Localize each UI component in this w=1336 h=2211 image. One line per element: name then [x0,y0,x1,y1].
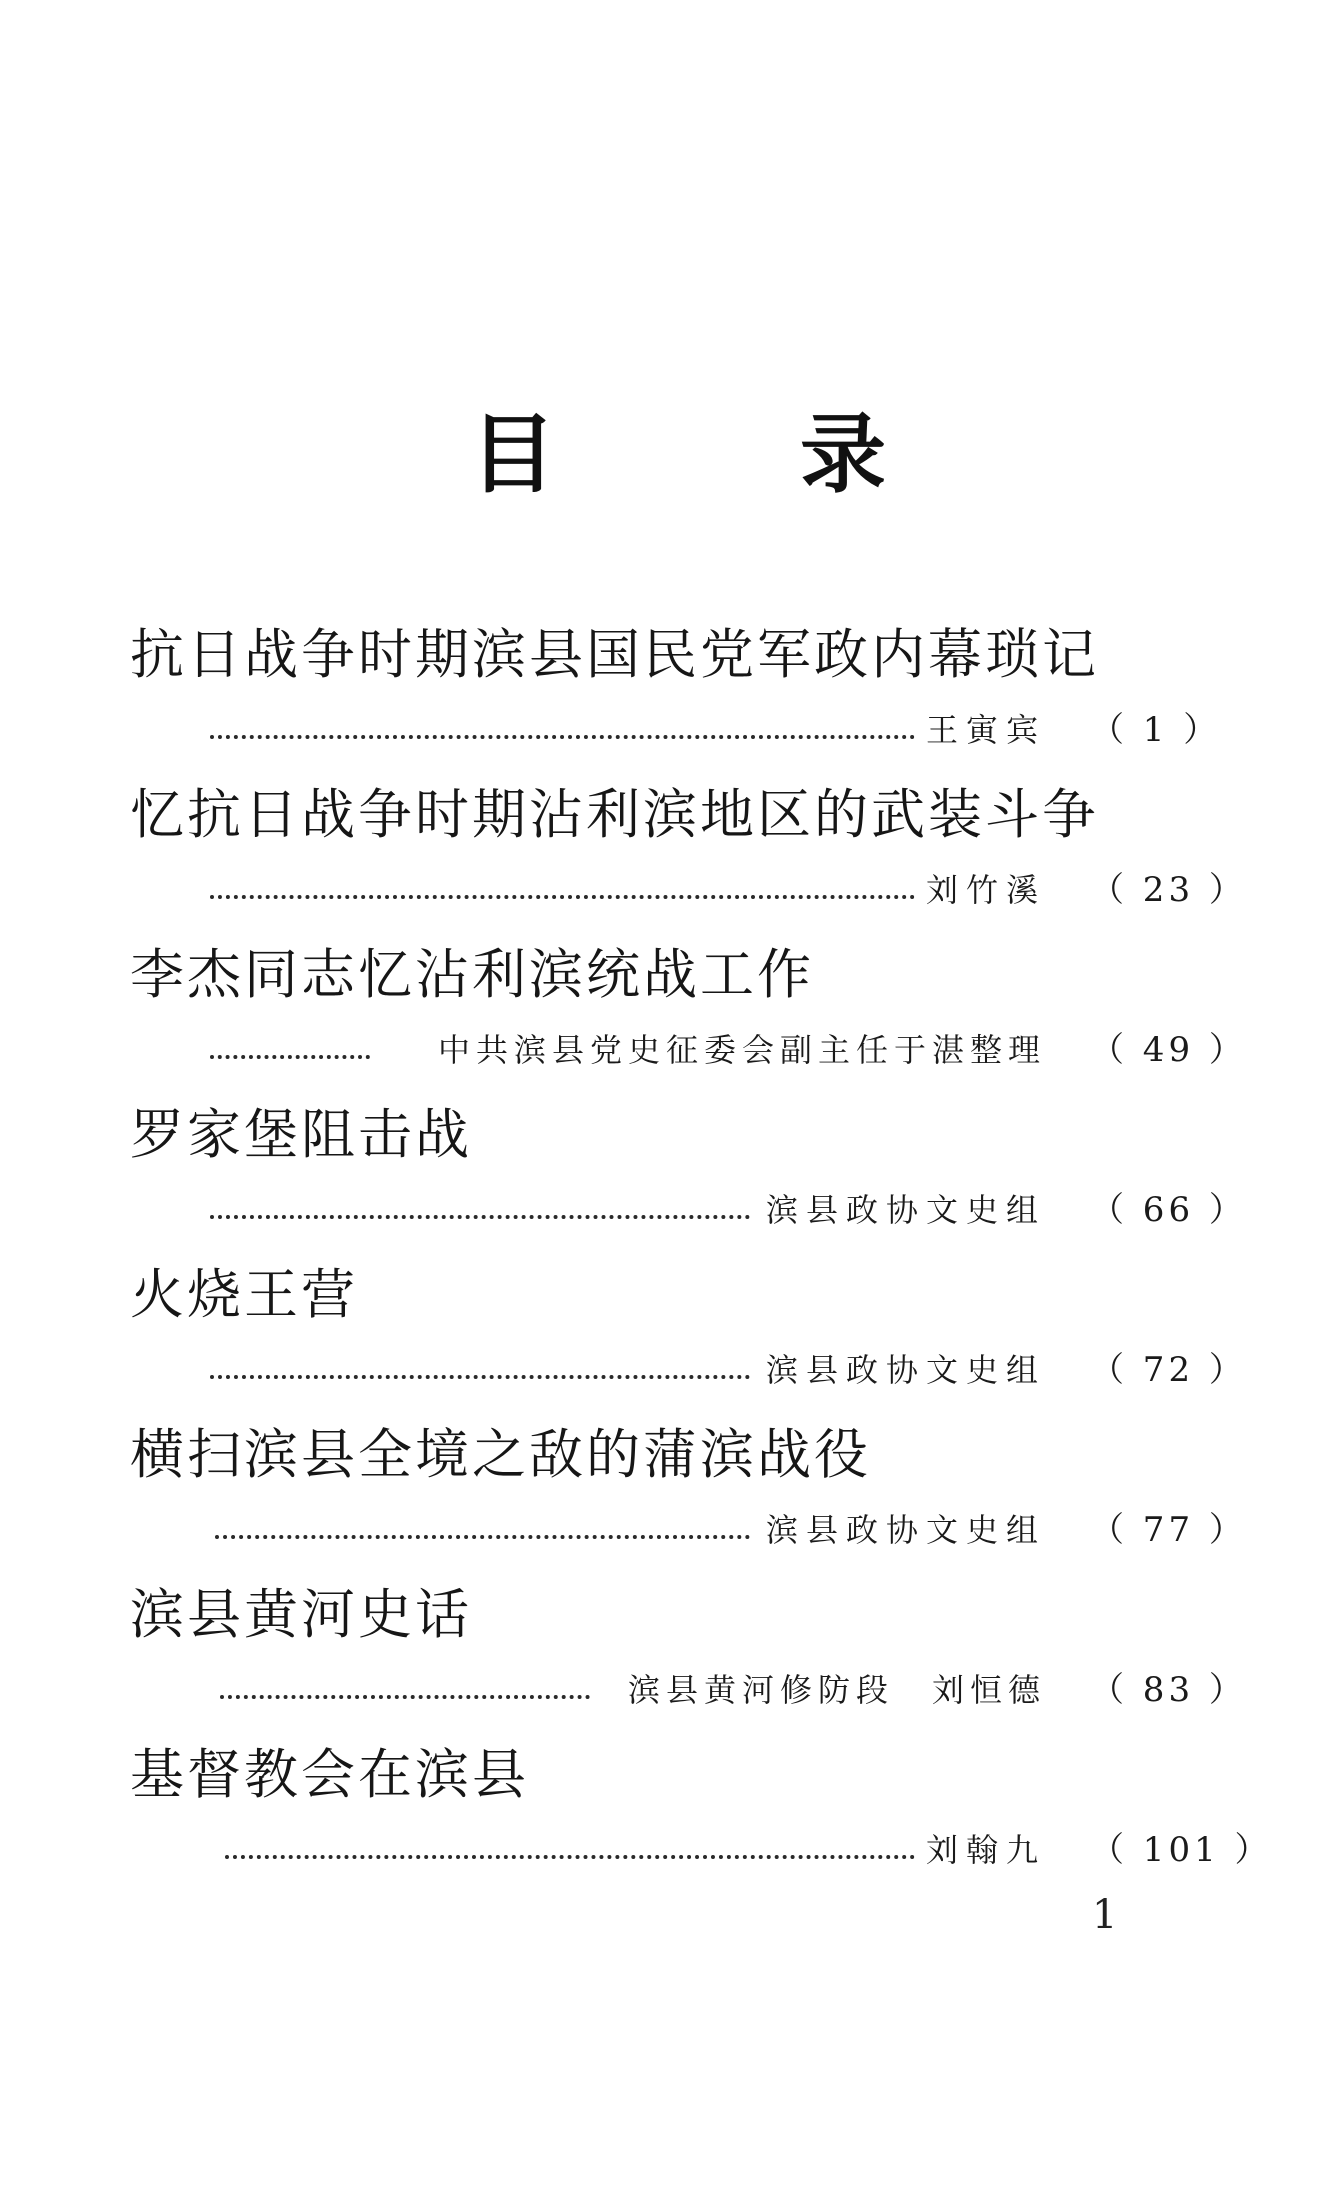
toc-entry[interactable] [0,1260,1336,1420]
toc-entry[interactable] [0,780,1336,940]
leader-dots [210,1215,750,1219]
toc-entry[interactable] [0,1100,1336,1260]
leader-row [0,705,1336,755]
toc-entry[interactable] [0,1580,1336,1740]
entry-page-number: （ 72 ） [1090,1350,1247,1390]
entry-title: 李杰同志忆沾利滨统战工作 [130,943,814,1006]
entry-author: 刘竹溪 [925,871,1046,909]
leader-dots [220,1695,590,1699]
leader-row [0,865,1336,915]
toc-entry[interactable] [0,940,1336,1100]
entry-author: 滨县政协文史组 [765,1351,1046,1389]
entry-author: 中共滨县党史征委会副主任于湛整理 [437,1031,1046,1069]
leader-dots [210,895,915,899]
entry-page-number: （ 49 ） [1090,1030,1247,1070]
entry-author: 滨县黄河修防段 刘恒德 [627,1671,1046,1709]
leader-row [0,1665,1336,1715]
entry-author: 王寅宾 [925,711,1046,749]
heading-char-mu: 目 [470,405,556,505]
entry-page-number: （ 77 ） [1090,1510,1247,1550]
entry-page-number: （ 101 ） [1090,1830,1273,1870]
toc-heading [470,400,910,510]
entry-title: 忆抗日战争时期沾利滨地区的武装斗争 [130,783,1099,846]
entry-author: 滨县政协文史组 [765,1511,1046,1549]
leader-dots [210,735,915,739]
leader-row [0,1825,1336,1875]
leader-row [0,1185,1336,1235]
entry-title: 抗日战争时期滨县国民党军政内幕琐记 [130,623,1099,686]
leader-dots [215,1535,750,1539]
leader-dots [210,1375,750,1379]
entry-author: 滨县政协文史组 [765,1191,1046,1229]
entry-title: 罗家堡阻击战 [130,1103,472,1166]
leader-row [0,1025,1336,1075]
leader-row [0,1345,1336,1395]
folio-page-number: 1 [1092,1892,1118,1938]
leader-dots [210,1055,370,1059]
entry-author: 刘翰九 [925,1831,1046,1869]
toc-entry[interactable] [0,1740,1336,1900]
leader-dots [225,1855,915,1859]
heading-char-lu: 录 [800,405,886,505]
entry-page-number: （ 1 ） [1090,710,1222,750]
entry-title: 横扫滨县全境之敌的蒲滨战役 [130,1423,871,1486]
entry-title: 滨县黄河史话 [130,1583,472,1646]
toc-entry[interactable] [0,1420,1336,1580]
toc-entry[interactable] [0,620,1336,780]
entry-page-number: （ 66 ） [1090,1190,1247,1230]
leader-row [0,1505,1336,1555]
entry-page-number: （ 23 ） [1090,870,1247,910]
entry-title: 基督教会在滨县 [130,1743,529,1806]
entry-title: 火烧王营 [130,1263,358,1326]
entry-page-number: （ 83 ） [1090,1670,1247,1710]
